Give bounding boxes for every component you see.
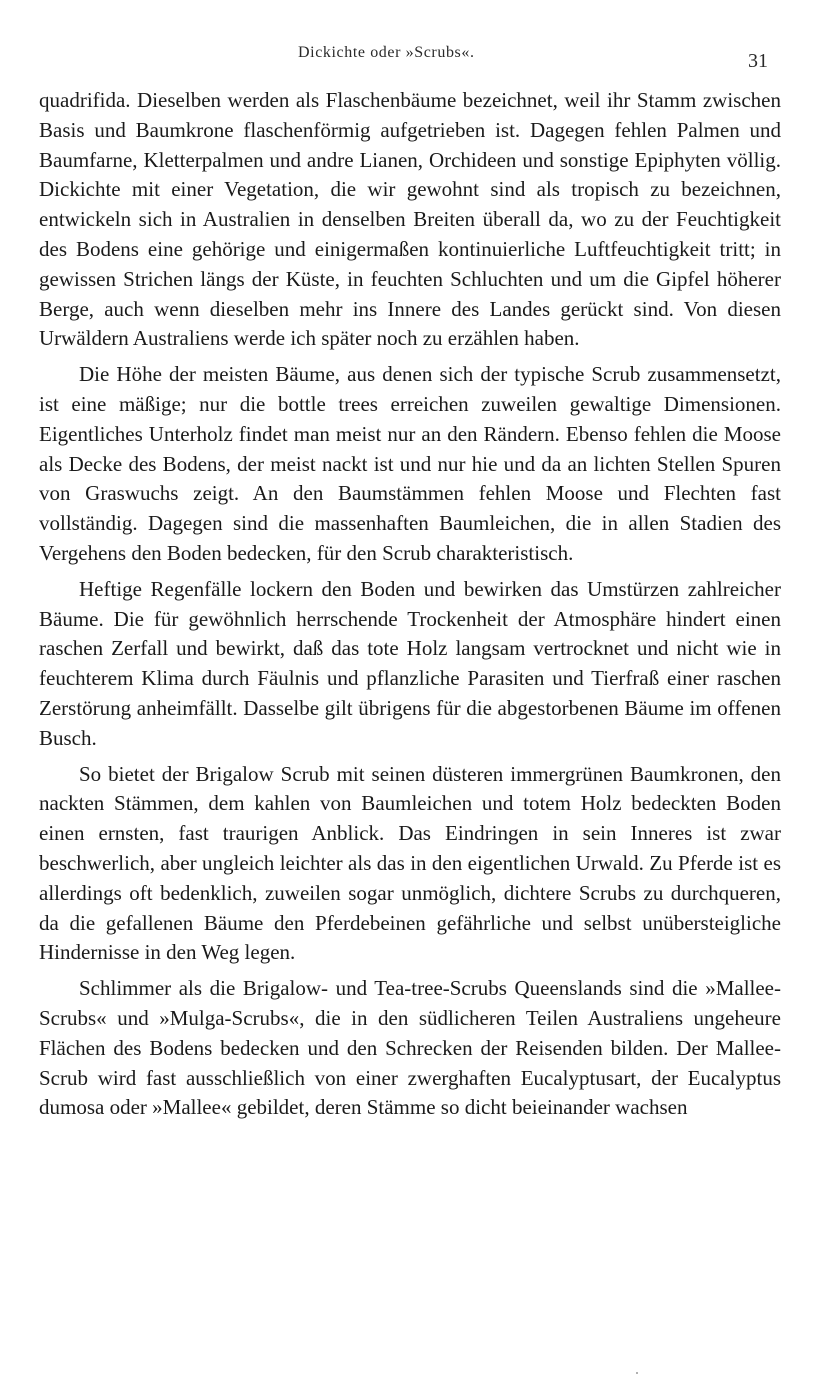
- page-number: 31: [748, 50, 768, 72]
- paragraph: quadrifida. Dieselben werden als Flaschenbäume bezeichnet, weil ihr Stamm zwischen Basis und Baumkrone flaschenförmig aufgetrieben ist. Dagegen fehlen Palmen und Baumfarne, Kletterpalmen und andre Lianen, Orchideen und sonstige Epiphyten völlig. Dickichte mit einer Vegetation, die wir gewohnt sind als tropisch zu bezeichnen, entwickeln sich in Australien in denselben Breiten überall da, wo zu der Feuchtigkeit des Bodens eine gehörige und einigermaßen kontinuierliche Luftfeuchtigkeit tritt; in gewissen Strichen längs der Küste, in feuchten Schluchten und um die Gipfel höherer Berge, auch wenn dieselben mehr ins Innere des Landes gerückt sind. Von diesen Urwäldern Australiens werde ich später noch zu erzählen haben.: [39, 88, 781, 351]
- paragraph: Die Höhe der meisten Bäume, aus denen sich der typische Scrub zusammensetzt, ist eine mäßige; nur die bottle trees erreichen zuweilen gewaltige Dimensionen. Eigentliches Unterholz findet man meist nur an den Rändern. Ebenso fehlen die Moose als Decke des Bodens, der meist nackt ist und nur hie und da an lichten Stellen Spuren von Graswuchs zeigt. An den Baumstämmen fehlen Moose und Flechten fast vollständig. Dagegen sind die massenhaften Baumleichen, die in allen Stadien des Vergehens den Boden bedecken, für den Scrub charakteristisch.: [39, 362, 781, 565]
- paragraph: So bietet der Brigalow Scrub mit seinen düsteren immergrünen Baumkronen, den nackten Stämmen, dem kahlen von Baumleichen und totem Holz bedeckten Boden einen ernsten, fast traurigen Anblick. Das Eindringen in sein Inneres ist zwar beschwerlich, aber ungleich leichter als das in den eigentlichen Urwald. Zu Pferde ist es allerdings oft bedenklich, zuweilen sogar unmöglich, dichtere Scrubs zu durchqueren, da die gefallenen Bäume den Pferdebeinen gefährliche und selbst unübersteigliche Hindernisse in den Weg legen.: [39, 761, 781, 965]
- running-head: [0, 44, 825, 72]
- print-speck: [636, 1372, 638, 1374]
- paragraph: Heftige Regenfälle lockern den Boden und bewirken das Umstürzen zahlreicher Bäume. Die für gewöhnlich herrschende Trockenheit der Atmosphäre hindert einen raschen Zerfall und bewirkt, daß das tote Holz langsam vertrocknet und nicht wie in feuchterem Klima durch Fäulnis und pflanzliche Parasiten und Tierfraß einer raschen Zerstörung anheimfällt. Dasselbe gilt übrigens für die abgestorbenen Bäume im offenen Busch.: [39, 576, 781, 750]
- paragraph: Schlimmer als die Brigalow- und Tea-tree-Scrubs Queenslands sind die »Mallee-Scrubs« und »Mulga-Scrubs«, die in den südlicheren Teilen Australiens ungeheure Flächen des Bodens bedecken und den Schrecken der Reisenden bilden. Der Mallee-Scrub wird fast ausschließlich von einer zwerghaften Eucalyptusart, der Eucalyptus dumosa oder »Mallee« gebildet, deren Stämme so dicht beieinander wachsen: [39, 976, 781, 1120]
- running-title: Dickichte oder »Scrubs«.: [298, 44, 475, 61]
- body-text: [39, 86, 781, 1129]
